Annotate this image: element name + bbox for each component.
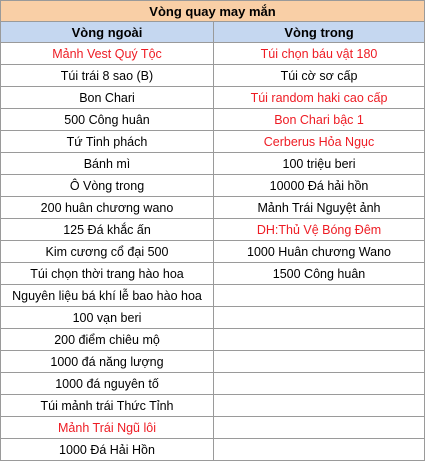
inner-ring-cell: Túi random haki cao cấp xyxy=(214,87,425,109)
outer-ring-cell: 200 điểm chiêu mộ xyxy=(1,329,214,351)
outer-ring-cell: Túi trái 8 sao (B) xyxy=(1,65,214,87)
table-row xyxy=(1,285,425,307)
outer-ring-cell: 125 Đá khắc ấn xyxy=(1,219,214,241)
inner-ring-cell xyxy=(214,373,425,395)
inner-ring-cell xyxy=(214,285,425,307)
table-row xyxy=(1,43,425,65)
table-row xyxy=(1,219,425,241)
table-row xyxy=(1,153,425,175)
outer-ring-cell: 500 Công huân xyxy=(1,109,214,131)
header-inner-ring: Vòng trong xyxy=(214,22,425,43)
inner-ring-cell: DH:Thủ Vệ Bóng Đêm xyxy=(214,219,425,241)
inner-ring-cell: 1500 Công huân xyxy=(214,263,425,285)
table-row xyxy=(1,197,425,219)
inner-ring-cell: 1000 Huân chương Wano xyxy=(214,241,425,263)
header-outer-ring: Vòng ngoài xyxy=(1,22,214,43)
inner-ring-cell xyxy=(214,307,425,329)
table-row xyxy=(1,439,425,461)
table-row xyxy=(1,329,425,351)
table-row xyxy=(1,87,425,109)
table-row xyxy=(1,417,425,439)
header-row xyxy=(1,22,425,43)
outer-ring-cell: Bon Chari xyxy=(1,87,214,109)
table-row xyxy=(1,65,425,87)
table-row xyxy=(1,109,425,131)
inner-ring-cell xyxy=(214,417,425,439)
outer-ring-cell: 1000 đá nguyên tố xyxy=(1,373,214,395)
table-title: Vòng quay may mắn xyxy=(1,1,425,22)
outer-ring-cell: Mảnh Trái Ngũ lôi xyxy=(1,417,214,439)
outer-ring-cell: Mảnh Vest Quý Tộc xyxy=(1,43,214,65)
table-row xyxy=(1,175,425,197)
inner-ring-cell: 10000 Đá hải hồn xyxy=(214,175,425,197)
title-row xyxy=(1,1,425,22)
table-body xyxy=(1,43,425,461)
table-row xyxy=(1,263,425,285)
inner-ring-cell xyxy=(214,395,425,417)
table-row xyxy=(1,307,425,329)
inner-ring-cell: Bon Chari bậc 1 xyxy=(214,109,425,131)
table-row xyxy=(1,131,425,153)
inner-ring-cell: Túi cờ sơ cấp xyxy=(214,65,425,87)
table-row xyxy=(1,351,425,373)
table-row xyxy=(1,373,425,395)
inner-ring-cell xyxy=(214,329,425,351)
inner-ring-cell xyxy=(214,351,425,373)
outer-ring-cell: Kim cương cổ đại 500 xyxy=(1,241,214,263)
outer-ring-cell: 1000 Đá Hải Hồn xyxy=(1,439,214,461)
outer-ring-cell: Túi mảnh trái Thức Tỉnh xyxy=(1,395,214,417)
outer-ring-cell: 100 vạn beri xyxy=(1,307,214,329)
outer-ring-cell: 200 huân chương wano xyxy=(1,197,214,219)
table-row xyxy=(1,241,425,263)
outer-ring-cell: 1000 đá năng lượng xyxy=(1,351,214,373)
outer-ring-cell: Tứ Tinh phách xyxy=(1,131,214,153)
inner-ring-cell: 100 triệu beri xyxy=(214,153,425,175)
outer-ring-cell: Ô Vòng trong xyxy=(1,175,214,197)
inner-ring-cell: Cerberus Hỏa Ngục xyxy=(214,131,425,153)
inner-ring-cell xyxy=(214,439,425,461)
inner-ring-cell: Túi chọn báu vật 180 xyxy=(214,43,425,65)
outer-ring-cell: Nguyên liệu bá khí lễ bao hào hoa xyxy=(1,285,214,307)
outer-ring-cell: Túi chọn thời trang hào hoa xyxy=(1,263,214,285)
table-row xyxy=(1,395,425,417)
outer-ring-cell: Bánh mì xyxy=(1,153,214,175)
inner-ring-cell: Mảnh Trái Nguyệt ảnh xyxy=(214,197,425,219)
